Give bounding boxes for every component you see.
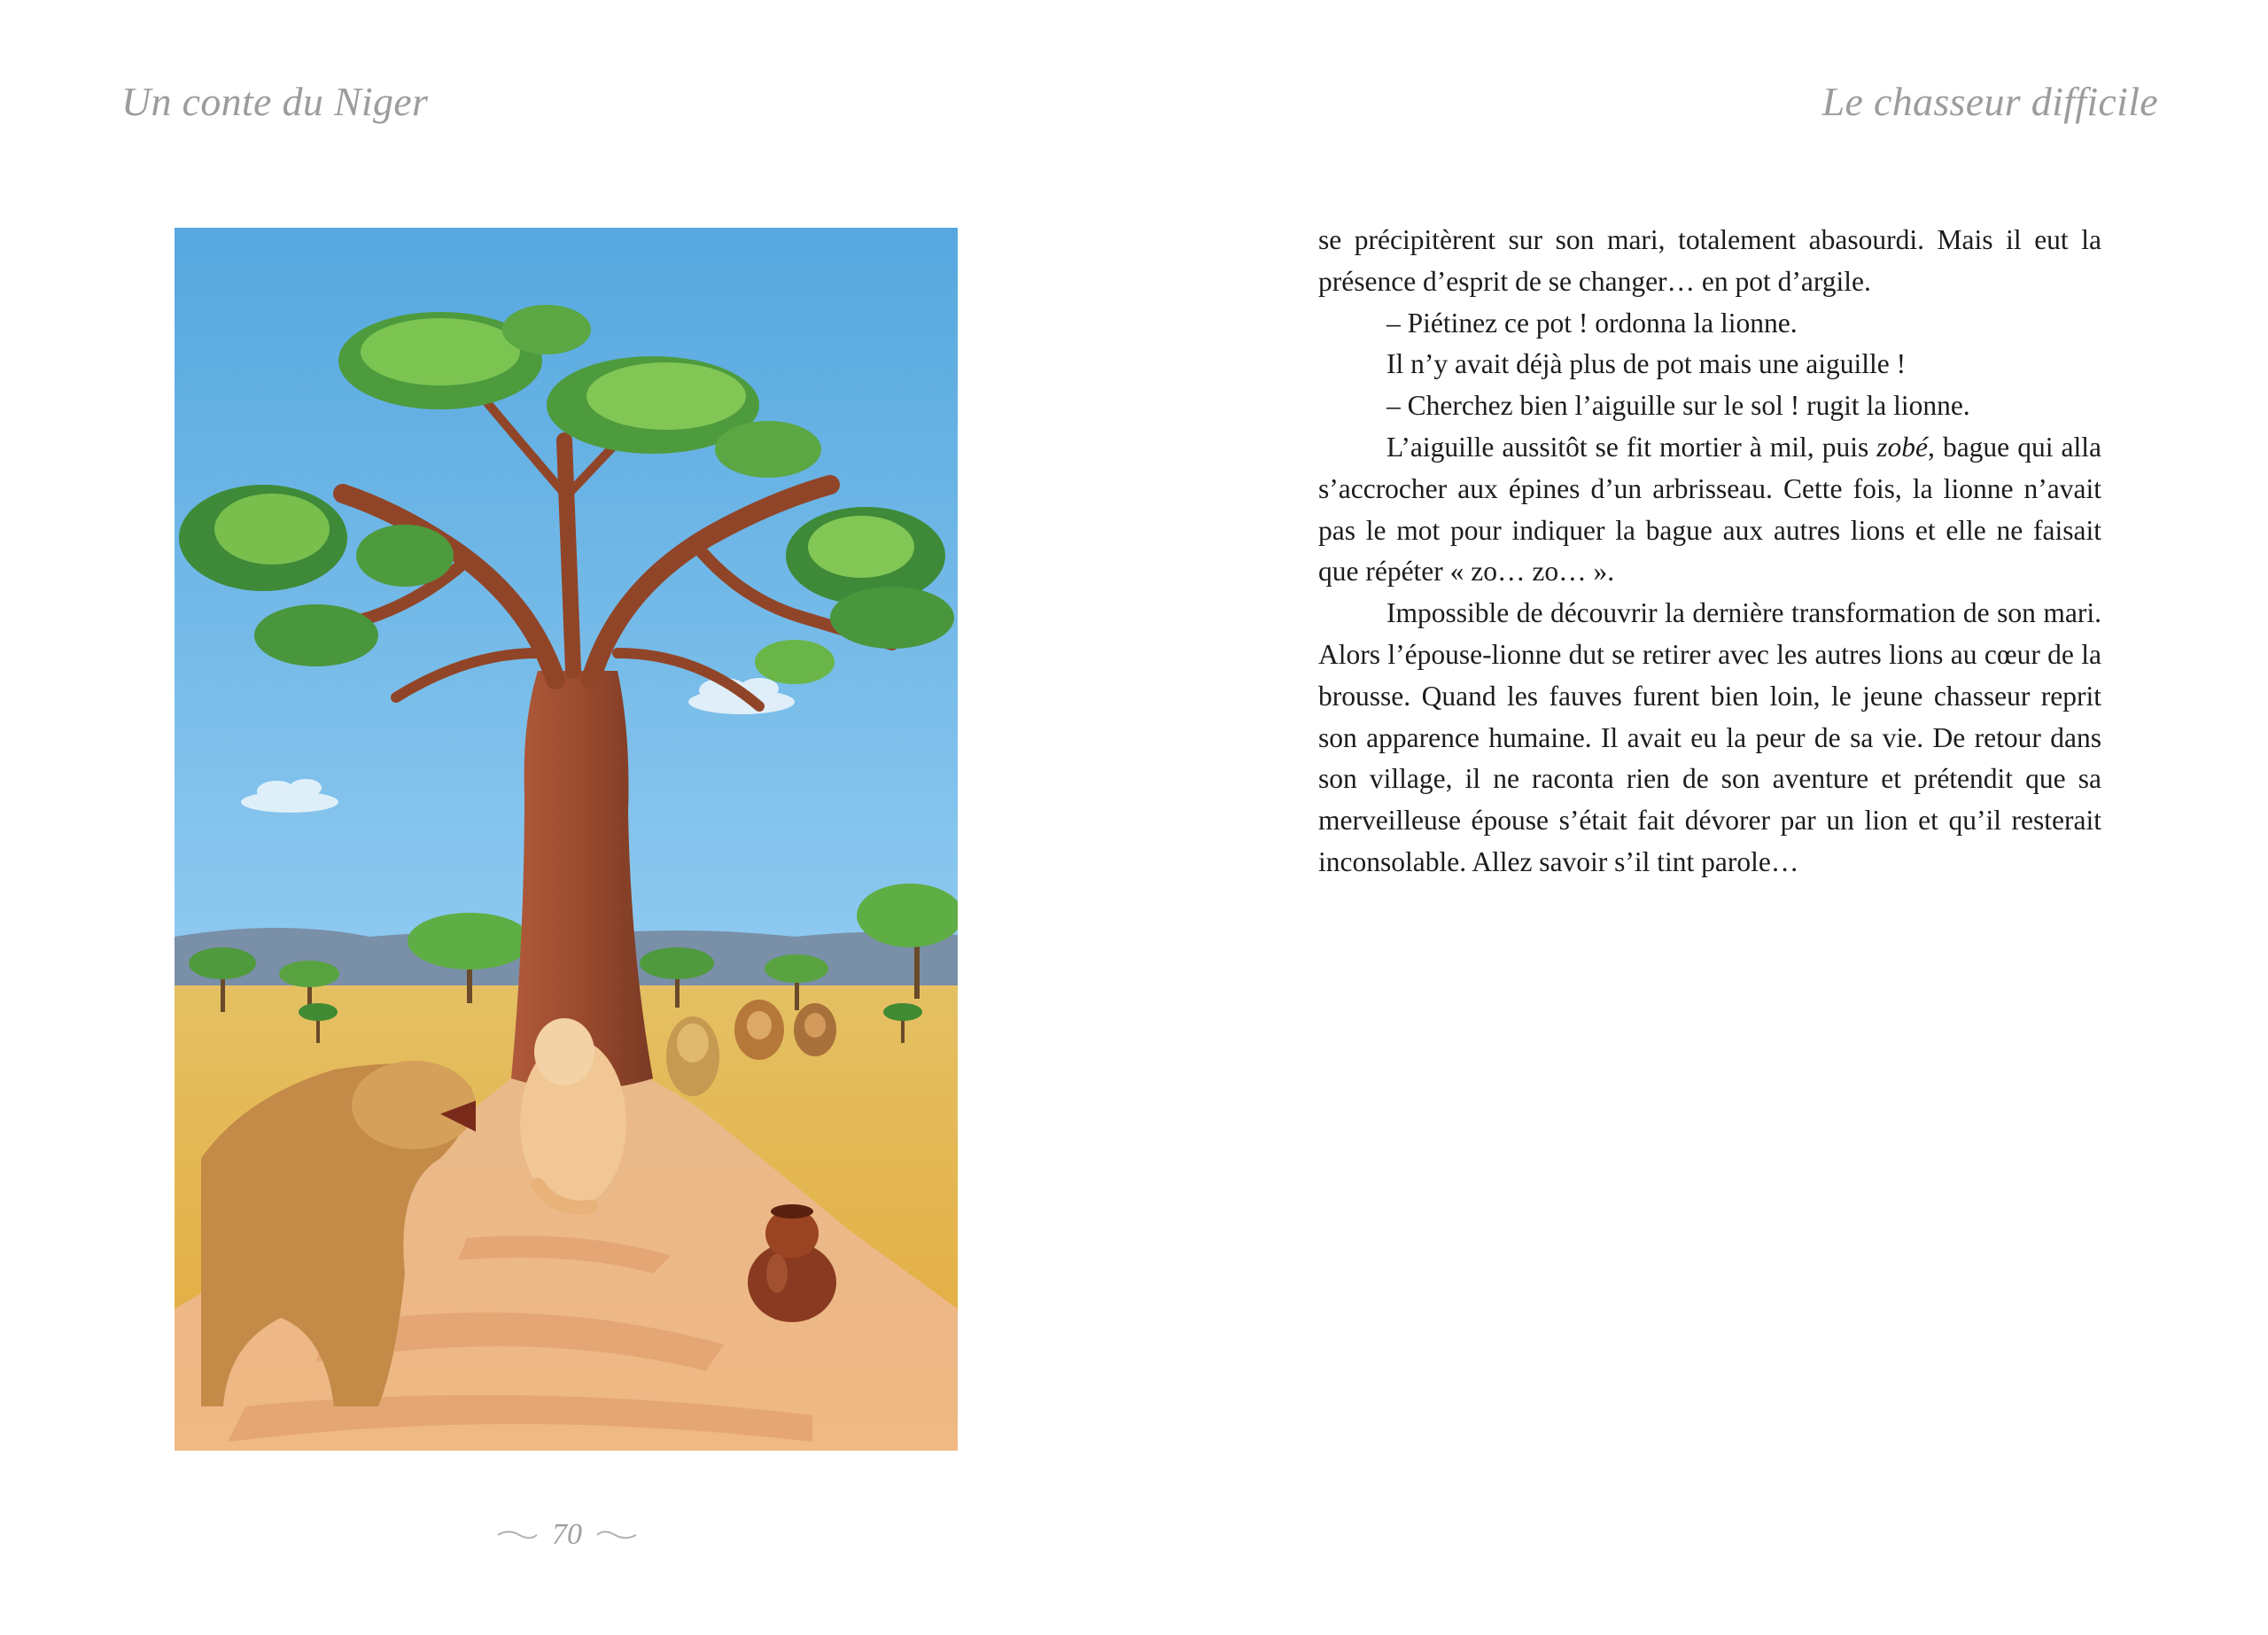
running-head-right: Le chasseur difficile xyxy=(1821,79,2158,124)
paragraph-3: Il n’y avait déjà plus de pot mais une aiguille ! xyxy=(1386,348,1907,380)
page-number-text: 70 xyxy=(552,1518,582,1551)
paragraph-6: Impossible de découvrir la dernière transformation de son mari. Alors l’épouse-lionne dut se retirer avec les autres lions au cœur de la brousse. Quand les fauves furent bien loin, le jeune chasseur reprit son apparence humaine. Il avait eu la peur de sa vie. De retour dans son village, il ne raconta rien de son aventure et prétendit que sa merveilleuse épouse s’était fait dévorer par un lion et qu’il resterait inconsolable. Allez savoir s’il tint parole… xyxy=(1318,597,2101,877)
illustration xyxy=(175,228,958,1451)
story-text xyxy=(1318,220,2101,884)
paragraph-1: se précipitèrent sur son mari, totalement abasourdi. Mais il eut la présence d’esprit de se changer… en pot d’argile. xyxy=(1318,224,2101,297)
paragraph-5-before: L’aiguille aussitôt se fit mortier à mil, puis xyxy=(1386,431,1877,463)
paragraph-4: – Cherchez bien l’aiguille sur le sol ! rugit la lionne. xyxy=(1386,390,1970,422)
running-head-left: Un conte du Niger xyxy=(121,79,429,124)
paragraph-2: – Piétinez ce pot ! ordonna la lionne. xyxy=(1386,307,1798,339)
zobe-word: zobé xyxy=(1876,431,1929,463)
folio-ornament-right xyxy=(595,1527,638,1543)
paragraph-5-after: , bague qui alla s’accrocher aux épines d’un arbrisseau. Cette fois, la lionne n’avait pas le mot pour indiquer la bague aux autres lions et elle ne faisait que répéter « zo… zo… ». xyxy=(1318,431,2101,588)
page-number xyxy=(496,1515,638,1554)
paragraph-5 xyxy=(1318,427,2101,593)
